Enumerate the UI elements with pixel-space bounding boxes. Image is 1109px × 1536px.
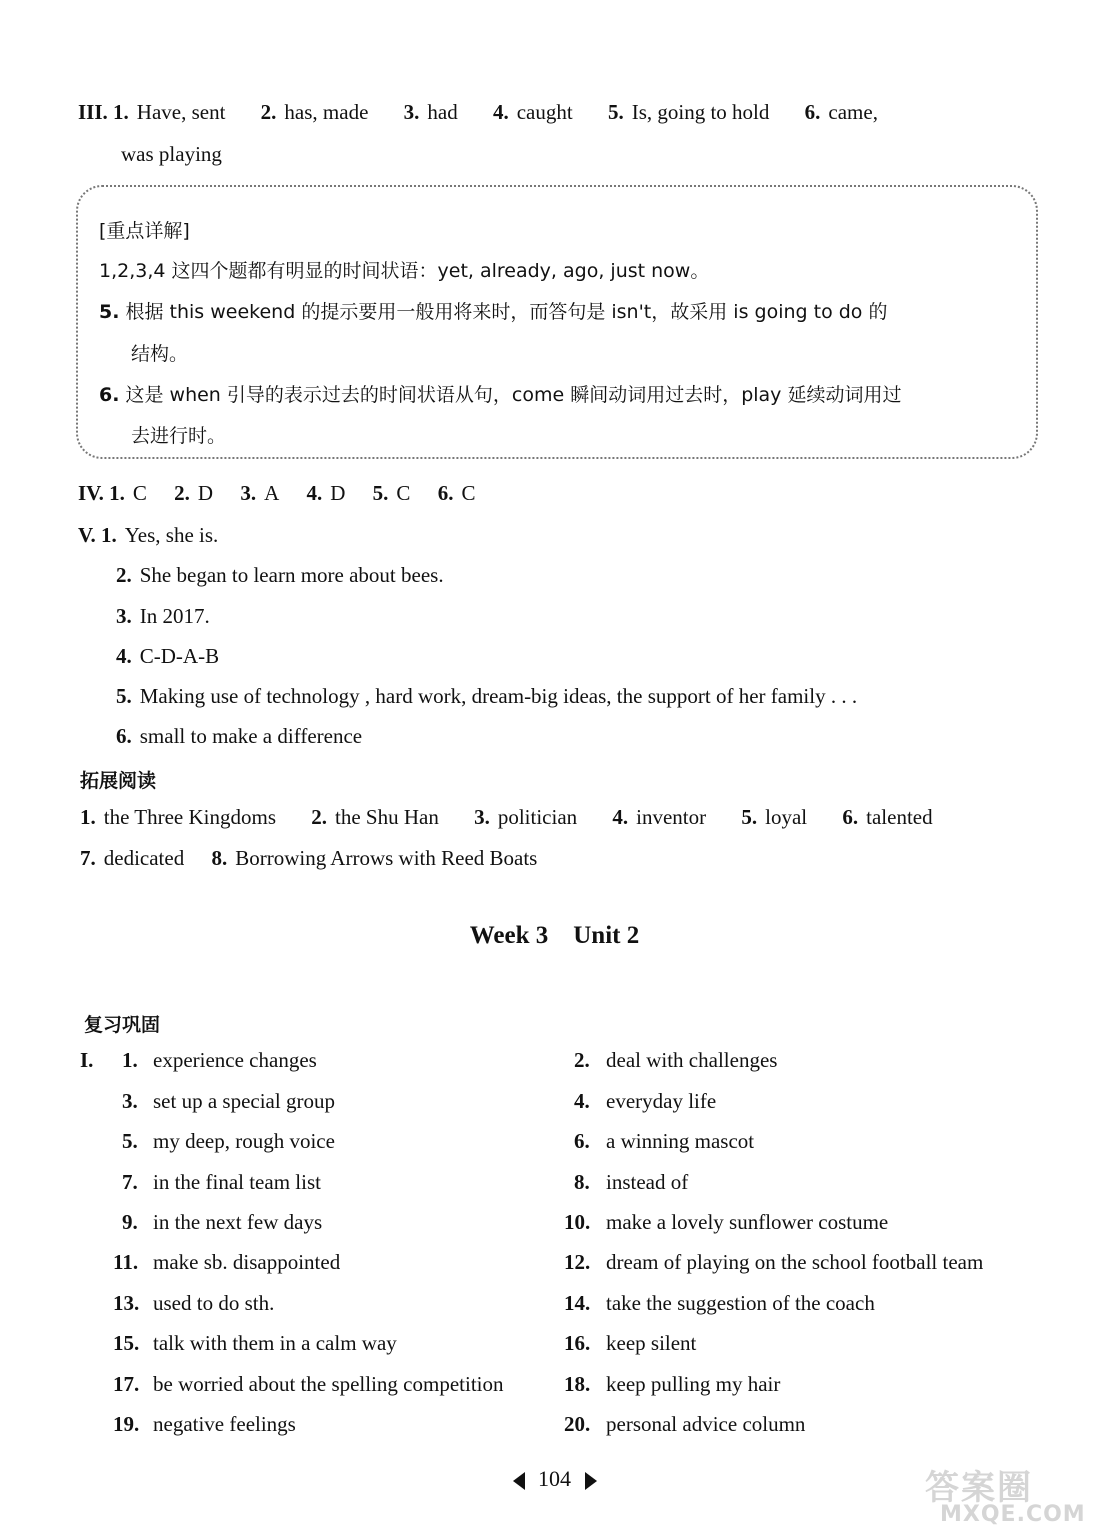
- review-item: [113, 1331, 397, 1356]
- item-number: 4.: [574, 1089, 590, 1113]
- answer-text: came,: [828, 100, 878, 124]
- answer-text: had: [427, 100, 458, 124]
- explanation-text: 根据 this weekend 的提示要用一般用将来时，而答句是 isn't，故采用 is going to do 的: [125, 301, 888, 323]
- phrase-text: in the final team list: [153, 1170, 321, 1194]
- phrase-text: deal with challenges: [606, 1048, 778, 1072]
- review-item: [122, 1048, 317, 1073]
- explanation-line-1: 1,2,3,4 这四个题都有明显的时间状语：yet, already, ago, just now。: [99, 260, 710, 282]
- answer-text: Borrowing Arrows with Reed Boats: [235, 846, 538, 870]
- section-roman: I.: [80, 1048, 94, 1072]
- answer-text: loyal: [765, 805, 808, 829]
- phrase-text: keep silent: [606, 1331, 697, 1355]
- section-roman: V.: [78, 523, 96, 547]
- item-number: 13.: [113, 1291, 140, 1315]
- extended-reading-heading: 拓展阅读: [80, 770, 157, 792]
- answer-text: politician: [497, 805, 578, 829]
- section-5-item-1: [78, 523, 218, 548]
- phrase-text: talk with them in a calm way: [153, 1331, 397, 1355]
- item-number: 8.: [574, 1170, 590, 1194]
- watermark-url: MXQE.COM: [940, 1502, 1086, 1527]
- phrase-text: my deep, rough voice: [153, 1129, 335, 1153]
- answer-text: Yes, she is.: [124, 523, 219, 547]
- item-number: 15.: [113, 1331, 140, 1355]
- item-number: 10.: [564, 1210, 591, 1234]
- item-number: 2.: [574, 1048, 590, 1072]
- section-3-continuation: was playing: [121, 142, 222, 166]
- answer-text: inventor: [636, 805, 707, 829]
- review-item: [122, 1089, 335, 1114]
- phrase-text: take the suggestion of the coach: [606, 1291, 875, 1315]
- section-5-item-2: [116, 563, 444, 588]
- item-number: 7.: [122, 1170, 138, 1194]
- answer-text: the Three Kingdoms: [103, 805, 276, 829]
- item-number: 7.: [80, 846, 96, 870]
- item-number: 16.: [564, 1331, 591, 1355]
- phrase-text: negative feelings: [153, 1412, 296, 1436]
- review-item: [113, 1291, 274, 1316]
- review-heading: 复习巩固: [84, 1014, 161, 1036]
- item-number: 6.: [842, 805, 859, 829]
- item-number: 12.: [564, 1250, 591, 1274]
- next-page-icon[interactable]: [585, 1472, 597, 1490]
- item-number: 14.: [564, 1291, 591, 1315]
- review-item: [564, 1331, 696, 1356]
- answer-text: small to make a difference: [139, 724, 363, 748]
- item-number: 1.: [109, 481, 125, 505]
- item-number: 3.: [240, 481, 257, 505]
- item-number: 4.: [306, 481, 323, 505]
- item-number: 5.: [607, 100, 624, 124]
- answer-text: D: [330, 481, 346, 505]
- review-item: [564, 1412, 805, 1437]
- review-item: [574, 1129, 754, 1154]
- item-number: 3.: [122, 1089, 138, 1113]
- explanation-line-2: [99, 297, 887, 324]
- week-unit-title: Week 3 Unit 2: [469, 922, 640, 949]
- item-number: 1.: [122, 1048, 138, 1072]
- phrase-text: set up a special group: [153, 1089, 335, 1113]
- item-number: 3.: [403, 100, 420, 124]
- phrase-text: personal advice column: [606, 1412, 806, 1436]
- item-number: 1.: [113, 100, 129, 124]
- phrase-text: make a lovely sunflower costume: [606, 1210, 889, 1234]
- previous-page-icon[interactable]: [513, 1472, 525, 1490]
- phrase-text: be worried about the spelling competition: [153, 1372, 504, 1396]
- item-number: 8.: [211, 846, 228, 870]
- item-number: 3.: [116, 604, 132, 628]
- phrase-text: instead of: [606, 1170, 689, 1194]
- item-number: 4.: [116, 644, 132, 668]
- section-4-answers: [78, 481, 475, 506]
- section-5-item-6: [116, 724, 362, 749]
- answer-text: has, made: [284, 100, 369, 124]
- phrase-text: keep pulling my hair: [606, 1372, 781, 1396]
- review-item: [574, 1170, 688, 1195]
- explanation-title: [重点详解]: [99, 220, 190, 242]
- review-item: [113, 1250, 340, 1275]
- answer-text: dedicated: [103, 846, 185, 870]
- answer-text: Is, going to hold: [631, 100, 770, 124]
- item-number: 2.: [311, 805, 327, 829]
- review-item: [122, 1129, 335, 1154]
- answer-text: C: [461, 481, 476, 505]
- answer-text: A: [264, 481, 280, 505]
- explanation-line-3b: 去进行时。: [131, 425, 227, 447]
- item-number: 5.: [116, 684, 132, 708]
- item-number: 4.: [492, 100, 509, 124]
- answer-text: C: [396, 481, 411, 505]
- item-number: 11.: [113, 1250, 139, 1274]
- item-number: 6.: [574, 1129, 590, 1153]
- answer-text: the Shu Han: [335, 805, 439, 829]
- section-5-item-4: [116, 644, 219, 669]
- phrase-text: a winning mascot: [606, 1129, 755, 1153]
- item-number: 2.: [174, 481, 190, 505]
- item-number: 9.: [122, 1210, 138, 1234]
- item-number: 1.: [100, 523, 117, 547]
- answer-text: In 2017.: [139, 604, 210, 628]
- item-number: 4.: [612, 805, 629, 829]
- item-number: 3.: [474, 805, 490, 829]
- item-number: 20.: [564, 1412, 591, 1436]
- section-roman: IV.: [78, 481, 104, 505]
- section-5-item-3: [116, 604, 210, 629]
- review-item: [574, 1048, 777, 1073]
- item-number: 6.: [804, 100, 821, 124]
- item-number: 6.: [116, 724, 132, 748]
- phrase-text: dream of playing on the school football team: [606, 1250, 984, 1274]
- item-number: 2.: [116, 563, 132, 587]
- phrase-text: everyday life: [606, 1089, 717, 1113]
- answer-text: She began to learn more about bees.: [139, 563, 444, 587]
- section-5-item-5: [116, 684, 857, 709]
- explanation-line-3: [99, 380, 901, 407]
- item-number: 17.: [113, 1372, 140, 1396]
- item-number: 6.: [437, 481, 454, 505]
- explanation-text: 这是 when 引导的表示过去的时间状语从句，come 瞬间动词用过去时，play 延续动词用过: [125, 384, 902, 406]
- review-item: [564, 1372, 780, 1397]
- review-item: [564, 1250, 983, 1275]
- review-item: [564, 1210, 888, 1235]
- review-item: [113, 1412, 296, 1437]
- answer-text: Making use of technology , hard work, dream-big ideas, the support of her family . . .: [139, 684, 858, 708]
- item-number: 5.: [741, 805, 758, 829]
- item-number: 1.: [80, 805, 96, 829]
- phrase-text: in the next few days: [153, 1210, 323, 1234]
- explanation-line-2b: 结构。: [131, 343, 189, 365]
- answer-text: C: [132, 481, 147, 505]
- review-item: [122, 1170, 321, 1195]
- phrase-text: make sb. disappointed: [153, 1250, 341, 1274]
- review-item: [113, 1372, 504, 1397]
- review-item: [122, 1210, 322, 1235]
- answer-text: C-D-A-B: [139, 644, 220, 668]
- section-3-answers: [78, 100, 878, 125]
- watermark-logo: 答案圈: [925, 1468, 1033, 1508]
- extended-reading-row-2: [80, 846, 537, 871]
- section-roman: III.: [78, 100, 108, 124]
- extended-reading-row-1: [80, 805, 933, 830]
- review-item: [574, 1089, 716, 1114]
- answer-text: Have, sent: [136, 100, 226, 124]
- item-number: 5.: [99, 301, 120, 323]
- answer-text: talented: [866, 805, 933, 829]
- item-number: 2.: [260, 100, 277, 124]
- answer-text: D: [197, 481, 214, 505]
- page-number: 104: [538, 1466, 571, 1491]
- review-item: [564, 1291, 875, 1316]
- item-number: 19.: [113, 1412, 140, 1436]
- phrase-text: experience changes: [153, 1048, 317, 1072]
- item-number: 5.: [122, 1129, 138, 1153]
- item-number: 18.: [564, 1372, 591, 1396]
- phrase-text: used to do sth.: [153, 1291, 275, 1315]
- answer-text: caught: [516, 100, 573, 124]
- item-number: 5.: [372, 481, 389, 505]
- item-number: 6.: [99, 384, 120, 406]
